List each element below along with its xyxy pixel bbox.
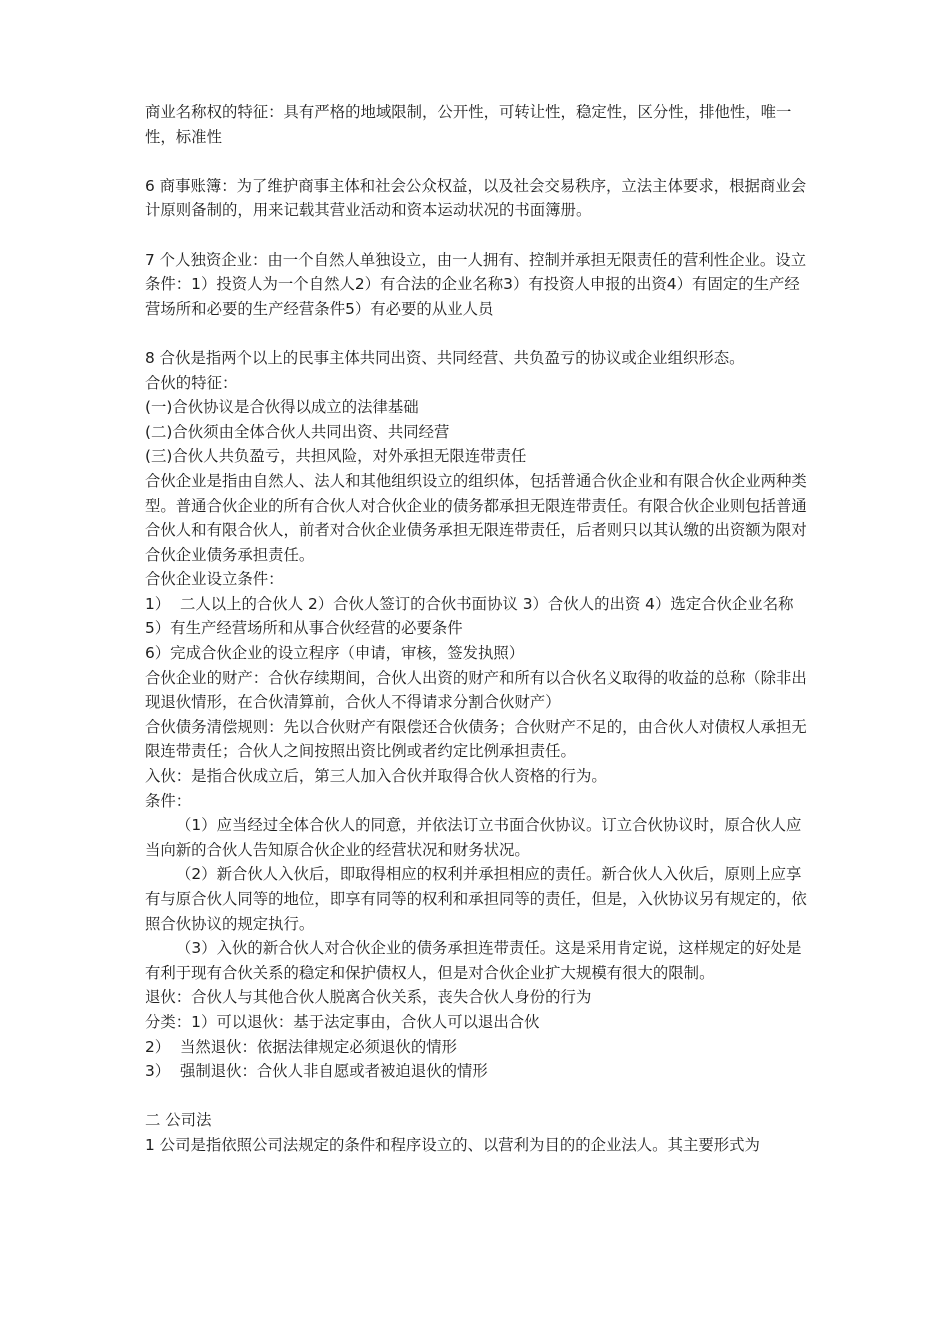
paragraph: 合伙企业的财产：合伙存续期间，合伙人出资的财产和所有以合伙名义取得的收益的总称（除非出现退伙情形，在合伙清算前，合伙人不得请求分割合伙财产） (145, 668, 807, 712)
spacer (145, 1084, 813, 1109)
spacer (145, 149, 813, 174)
paragraph: (三)合伙人共负盈亏，共担风险，对外承担无限连带责任 (145, 447, 527, 466)
paragraph: 6）完成合伙企业的设立程序（申请，审核，签发执照） (145, 644, 525, 663)
paragraph: 条件： (145, 791, 192, 810)
paragraph: (二)合伙须由全体合伙人共同出资、共同经营 (145, 422, 450, 441)
section-heading: 二 公司法 (145, 1111, 212, 1130)
indented-paragraph: （2）新合伙人入伙后，即取得相应的权利并承担相应的责任。新合伙人入伙后，原则上应享有与原合伙人同等的地位，即享有同等的权利和承担同等的责任，但是，入伙协议另有规定的，依照合伙协议的规定执行。 (145, 865, 807, 933)
paragraph: 2） 当然退伙：依据法律规定必须退伙的情形 (145, 1037, 457, 1056)
paragraph: 合伙企业设立条件： (145, 570, 284, 589)
paragraph: 分类：1）可以退伙：基于法定事由，合伙人可以退出合伙 (145, 1012, 540, 1031)
paragraph: 退伙：合伙人与其他合伙人脱离合伙关系，丧失合伙人身份的行为 (145, 988, 592, 1007)
paragraph: 商业名称权的特征：具有严格的地域限制，公开性，可转让性，稳定性，区分性，排他性，唯一性，标准性 (145, 103, 792, 146)
paragraph: 1 公司是指依照公司法规定的条件和程序设立的、以营利为目的的企业法人。其主要形式为 (145, 1135, 760, 1154)
paragraph: 5）有生产经营场所和从事合伙经营的必要条件 (145, 619, 463, 638)
indented-paragraph: （1）应当经过全体合伙人的同意，并依法订立书面合伙协议。订立合伙协议时，原合伙人应当向新的合伙人告知原合伙企业的经营状况和财务状况。 (145, 816, 802, 859)
paragraph: 3） 强制退伙：合伙人非自愿或者被迫退伙的情形 (145, 1062, 488, 1081)
paragraph: (一)合伙协议是合伙得以成立的法律基础 (145, 398, 419, 417)
document-page (145, 100, 813, 1158)
spacer (145, 223, 813, 248)
indented-paragraph: （3）入伙的新合伙人对合伙企业的债务承担连带责任。这是采用肯定说，这样规定的好处是有利于现有合伙关系的稳定和保护债权人，但是对合伙企业扩大规模有很大的限制。 (145, 939, 802, 982)
paragraph: 合伙债务清偿规则：先以合伙财产有限偿还合伙债务；合伙财产不足的，由合伙人对债权人承担无限连带责任；合伙人之间按照出资比例或者约定比例承担责任。 (145, 717, 807, 761)
paragraph: 入伙：是指合伙成立后，第三人加入合伙并取得合伙人资格的行为。 (145, 767, 607, 786)
spacer (145, 321, 813, 346)
paragraph: 7 个人独资企业：由一个自然人单独设立，由一人拥有、控制并承担无限责任的营利性企业。设立条件：1）投资人为一个自然人2）有合法的企业名称3）有投资人申报的出资4）有固定的生产经营场所和必要的生产经营条件5）有必要的从业人员 (145, 250, 807, 318)
paragraph: 6 商事账簿：为了维护商事主体和社会公众权益，以及社会交易秩序，立法主体要求，根据商业会计原则备制的，用来记载其营业活动和资本运动状况的书面簿册。 (145, 176, 807, 220)
paragraph: 1） 二人以上的合伙人 2）合伙人签订的合伙书面协议 3）合伙人的出资 4）选定合伙企业名称 (145, 594, 794, 613)
paragraph: 8 合伙是指两个以上的民事主体共同出资、共同经营、共负盈亏的协议或企业组织形态。 (145, 348, 745, 367)
paragraph: 合伙的特征： (145, 373, 238, 392)
paragraph: 合伙企业是指由自然人、法人和其他组织设立的组织体，包括普通合伙企业和有限合伙企业两种类型。普通合伙企业的所有合伙人对合伙企业的债务都承担无限连带责任。有限合伙企业则包括普通合伙人和有限合伙人，前者对合伙企业债务承担无限连带责任，后者则只以其认缴的出资额为限对合伙企业债务承担责任。 (145, 471, 807, 564)
